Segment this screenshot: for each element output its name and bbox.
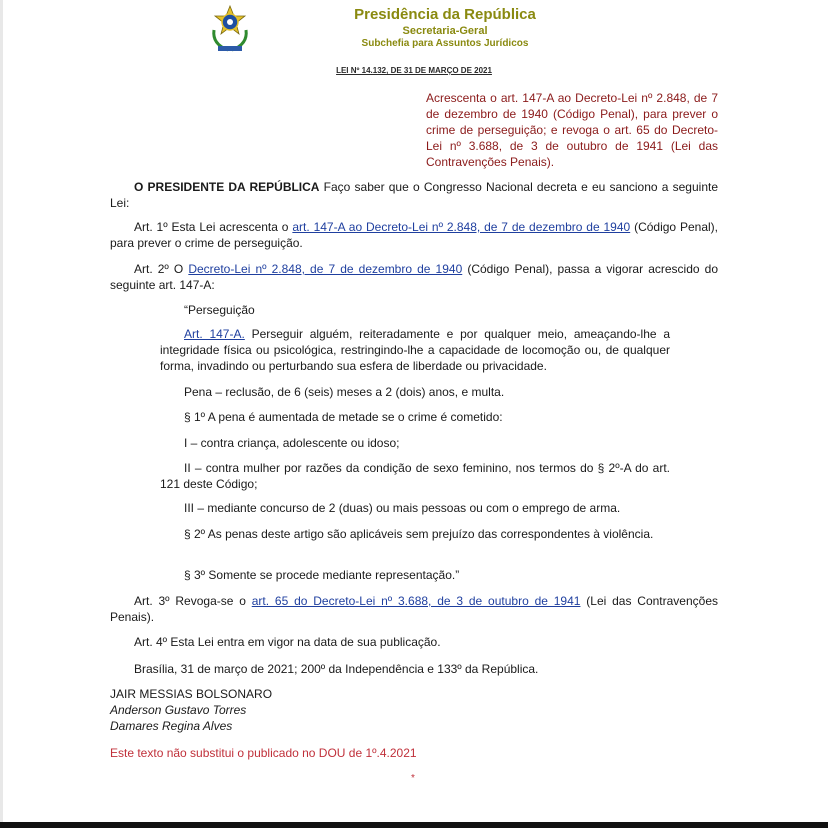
quote-title xyxy=(160,302,670,318)
brazil-coat-of-arms-icon xyxy=(208,4,252,54)
art147a-link[interactable]: Art. 147-A. xyxy=(184,327,245,341)
art2-post: (Código Penal), passa a vigorar acrescido do seguinte art. 147-A: xyxy=(110,262,718,292)
header-subtitle: Secretaria-Geral xyxy=(402,25,488,37)
quote-title-text: “Perseguição xyxy=(184,303,255,317)
paragraph-3 xyxy=(160,567,670,583)
article-1 xyxy=(110,219,718,251)
art1-link[interactable]: art. 147-A ao Decreto-Lei nº 2.848, de 7 de dezembro de 1940 xyxy=(292,220,631,234)
item-iii-text: III – mediante concurso de 2 (duas) ou mais pessoas ou com o emprego de arma. xyxy=(184,501,621,515)
art1-pre: Art. 1º Esta Lei acrescenta o xyxy=(134,220,293,234)
signature-president: JAIR MESSIAS BOLSONARO xyxy=(110,687,273,701)
art2-pre: Art. 2º O xyxy=(134,262,189,276)
left-border xyxy=(0,0,3,828)
preamble-bold: O PRESIDENTE DA REPÚBLICA xyxy=(134,180,320,194)
art1-post: (Código Penal), para prever o crime de perseguição. xyxy=(110,220,718,250)
ementa: Acrescenta o art. 147-A ao Decreto-Lei nº 2.848, de 7 de dezembro de 1940 (Código Penal), para prever o crime de perseguição; e revoga o art. 65 do Decreto-Lei nº 3.688, de 3 de outubro de 1941 (Lei das Contravenções Penais). xyxy=(426,91,718,169)
article-2 xyxy=(110,261,718,293)
pena-text: Pena – reclusão, de 6 (seis) meses a 2 (dois) anos, e multa. xyxy=(184,385,505,399)
dou-note: Este texto não substitui o publicado no DOU de 1º.4.2021 xyxy=(110,746,417,760)
paragraph-2 xyxy=(160,526,670,542)
paragraph-3-text: § 3º Somente se procede mediante representação.” xyxy=(184,568,460,582)
paragraph-2-text: § 2º As penas deste artigo são aplicáveis sem prejuízo das correspondentes à violência. xyxy=(184,527,654,541)
article-3 xyxy=(110,593,718,625)
header-title: Presidência da República xyxy=(354,6,536,23)
item-ii xyxy=(160,460,670,492)
art2-link[interactable]: Decreto-Lei nº 2.848, de 7 de dezembro de 1940 xyxy=(188,262,463,276)
closing xyxy=(110,661,718,677)
art3-pre: Art. 3º Revoga-se o xyxy=(134,594,252,608)
pena xyxy=(160,384,670,400)
paragraph-1-text: § 1º A pena é aumentada de metade se o crime é cometido: xyxy=(184,410,503,424)
art147a-text: Perseguir alguém, reiteradamente e por qualquer meio, ameaçando-lhe a integridade física ou psicológica, restringindo-lhe a capacidade de locomoção ou, de qualquer forma, invadindo ou perturbando sua esfera de liberdade ou privacidade. xyxy=(160,327,671,373)
signature-minister-1: Anderson Gustavo Torres xyxy=(110,703,247,717)
header-subtitle2: Subchefia para Assuntos Jurídicos xyxy=(361,38,529,49)
article-4 xyxy=(110,634,718,650)
closing-text: Brasília, 31 de março de 2021; 200º da Independência e 133º da República. xyxy=(134,662,539,676)
item-iii xyxy=(160,500,670,516)
art4-text: Art. 4º Esta Lei entra em vigor na data de sua publicação. xyxy=(134,635,441,649)
paragraph-1 xyxy=(160,409,670,425)
asterisk-mark: * xyxy=(411,773,415,784)
art3-link[interactable]: art. 65 do Decreto-Lei nº 3.688, de 3 de outubro de 1941 xyxy=(251,594,581,608)
law-reference-link[interactable]: LEI Nº 14.132, DE 31 DE MARÇO DE 2021 xyxy=(336,66,492,75)
article-147a xyxy=(160,326,670,374)
signature-minister-2: Damares Regina Alves xyxy=(110,719,233,733)
item-i-text: I – contra criança, adolescente ou idoso; xyxy=(184,436,400,450)
bottom-bar xyxy=(0,822,828,828)
preamble xyxy=(110,179,718,211)
art3-post: (Lei das Contravenções Penais). xyxy=(110,594,719,624)
preamble-text: Faço saber que o Congresso Nacional decreta e eu sanciono a seguinte Lei: xyxy=(110,180,719,210)
item-i xyxy=(160,435,670,451)
item-ii-text: II – contra mulher por razões da condição de sexo feminino, nos termos do § 2º-A do art. 121 deste Código; xyxy=(160,461,670,491)
